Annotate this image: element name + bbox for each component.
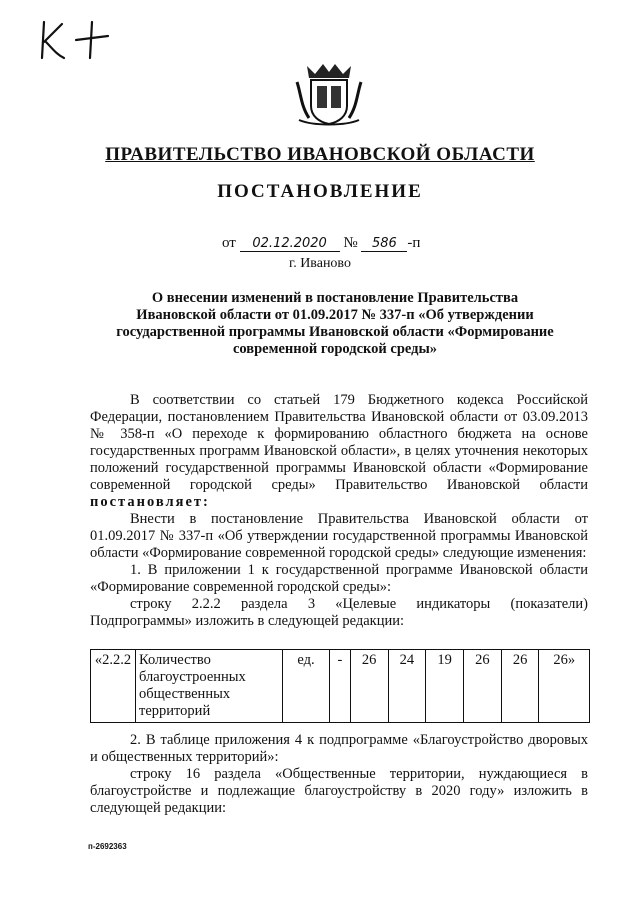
table-row (91, 650, 590, 723)
document-code: п-2692363 (88, 842, 127, 851)
number-suffix: -п (407, 235, 421, 251)
paragraph-basis-text: В соответствии со статьей 179 Бюджетного кодекса Российской Федерации, постановлением Правительства Ивановской области от 03.09.2013 № 358-п «О переходе к формированию областного бюджета на основе государственных программ Ивановской области», в целях уточнения некоторых положений государственной программы Ивановской области «Формирование современной городской среды» Правительство Ивановской области (90, 392, 588, 493)
government-name: ПРАВИТЕЛЬСТВО ИВАНОВСКОЙ ОБЛАСТИ (105, 144, 535, 165)
indicator-table (90, 649, 590, 723)
subject-line: государственной программы Ивановской области «Формирование (116, 324, 554, 340)
body-upper (90, 392, 588, 630)
coat-of-arms-emblem (293, 60, 365, 128)
paragraph-item-1: 1. В приложении 1 к государственной программе Ивановской области «Формирование современной городской среды»: (90, 562, 588, 595)
decree-date: 02.12.2020 (240, 236, 340, 252)
paragraph-row-16: строку 16 раздела «Общественные территории, нуждающиеся в благоустройстве и подлежащие благоустройству в 2020 году» изложить в следующей редакции: (90, 766, 588, 816)
indicator-value: 26» (539, 650, 590, 723)
indicator-value: - (330, 650, 351, 723)
indicator-value: 26 (463, 650, 501, 723)
indicator-value: 26 (501, 650, 539, 723)
document-type: ПОСТАНОВЛЕНИЕ (217, 181, 423, 202)
resolves-word: постановляет: (90, 494, 210, 510)
indicator-value: 24 (388, 650, 426, 723)
paragraph-row-2-2-2: строку 2.2.2 раздела 3 «Целевые индикаторы (показатели) Подпрограммы» изложить в следующей редакции: (90, 596, 588, 629)
handwritten-mark (38, 14, 118, 64)
indicator-value: 26 (350, 650, 388, 723)
subject-line: Ивановской области от 01.09.2017 № 337-п «Об утверждении (136, 307, 534, 323)
body-lower (90, 732, 588, 817)
decree-subject (100, 290, 570, 358)
date-line (222, 235, 420, 252)
indicator-unit: ед. (283, 650, 330, 723)
subject-line: современной городской среды» (232, 341, 438, 357)
subject-line: О внесении изменений в постановление Правительства (151, 290, 519, 306)
city: г. Иваново (289, 256, 351, 271)
paragraph-basis (90, 392, 588, 511)
number-sign: № (343, 235, 358, 251)
paragraph-item-2: 2. В таблице приложения 4 к подпрограмме «Благоустройство дворовых и общественных территорий»: (90, 732, 588, 765)
decree-number: 586 (361, 236, 407, 252)
indicator-code: «2.2.2 (91, 650, 136, 723)
date-prefix: от (222, 235, 236, 251)
indicator-name: Количество благоустроенных общественных территорий (136, 650, 283, 723)
indicator-value: 19 (426, 650, 464, 723)
paragraph-amend: Внести в постановление Правительства Ивановской области от 01.09.2017 № 337-п «Об утверждении государственной программы Ивановской области «Формирование современной городской среды» следующие изменения: (90, 511, 588, 561)
handwritten-mark-text: К+ (38, 14, 40, 15)
